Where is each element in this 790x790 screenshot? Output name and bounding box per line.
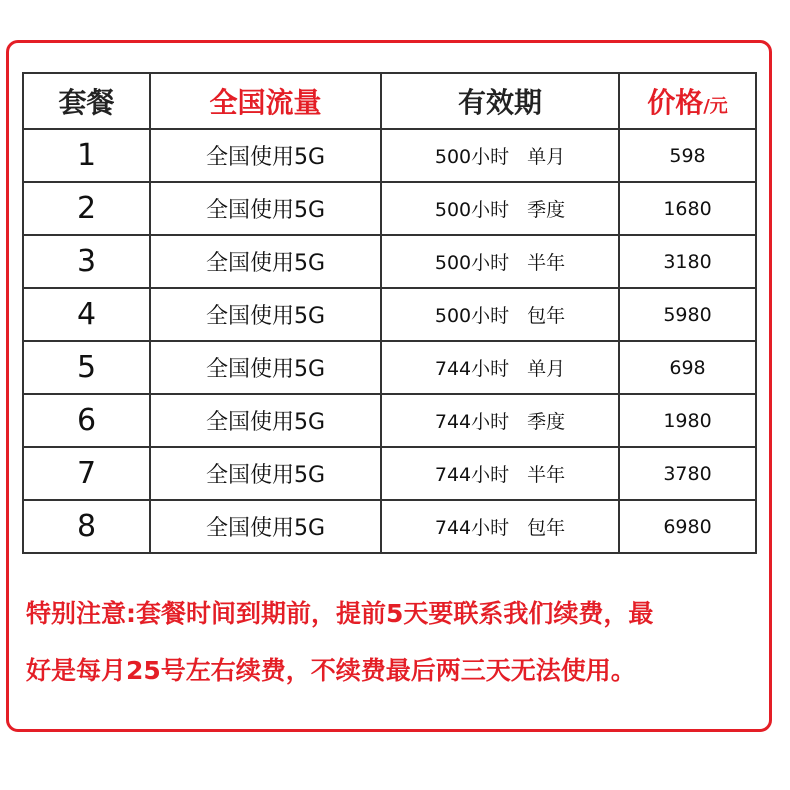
header-price-label: 价格: [647, 86, 704, 119]
validity-cell: [381, 500, 619, 553]
notice-line-2: 好是每月25号左右续费，不续费最后两三天无法使用。: [26, 656, 636, 685]
price-cell: 6980: [619, 500, 756, 553]
validity-hours: 500小时: [434, 199, 510, 221]
table-row: [23, 235, 756, 288]
flow-cell: 全国使用5G: [150, 288, 381, 341]
table-header-row: [23, 73, 756, 129]
header-flow: 全国流量: [150, 73, 381, 129]
plan-number: 6: [23, 394, 150, 447]
table-row: [23, 394, 756, 447]
price-cell: 5980: [619, 288, 756, 341]
table-row: [23, 182, 756, 235]
flow-cell: 全国使用5G: [150, 447, 381, 500]
validity-hours: 744小时: [434, 464, 510, 486]
flow-cell: 全国使用5G: [150, 500, 381, 553]
validity-period: 包年: [527, 305, 566, 327]
table-row: [23, 341, 756, 394]
validity-period: 单月: [527, 146, 566, 168]
validity-hours: 744小时: [434, 411, 510, 433]
price-cell: 1680: [619, 182, 756, 235]
validity-hours: 744小时: [434, 517, 510, 539]
validity-cell: [381, 182, 619, 235]
validity-cell: [381, 235, 619, 288]
price-cell: 3180: [619, 235, 756, 288]
validity-cell: [381, 288, 619, 341]
validity-cell: [381, 447, 619, 500]
table-row: [23, 500, 756, 553]
header-validity: 有效期: [381, 73, 619, 129]
header-plan: 套餐: [23, 73, 150, 129]
plan-number: 1: [23, 129, 150, 182]
validity-period: 季度: [527, 411, 566, 433]
validity-hours: 500小时: [434, 305, 510, 327]
plan-number: 3: [23, 235, 150, 288]
price-cell: 3780: [619, 447, 756, 500]
validity-cell: [381, 394, 619, 447]
validity-period: 季度: [527, 199, 566, 221]
plan-number: 8: [23, 500, 150, 553]
flow-cell: 全国使用5G: [150, 235, 381, 288]
validity-hours: 500小时: [434, 252, 510, 274]
plan-number: 5: [23, 341, 150, 394]
validity-period: 半年: [527, 464, 566, 486]
table-row: [23, 447, 756, 500]
plan-number: 2: [23, 182, 150, 235]
validity-period: 单月: [527, 358, 566, 380]
validity-cell: [381, 129, 619, 182]
validity-period: 半年: [527, 252, 566, 274]
validity-period: 包年: [527, 517, 566, 539]
validity-cell: [381, 341, 619, 394]
notice-line-1: 特别注意:套餐时间到期前，提前5天要联系我们续费，最: [26, 599, 654, 628]
flow-cell: 全国使用5G: [150, 341, 381, 394]
notice-text: [26, 585, 756, 699]
flow-cell: 全国使用5G: [150, 182, 381, 235]
validity-hours: 500小时: [434, 146, 510, 168]
plan-price-table: [22, 72, 757, 554]
price-cell: 598: [619, 129, 756, 182]
plan-number: 4: [23, 288, 150, 341]
flow-cell: 全国使用5G: [150, 129, 381, 182]
validity-hours: 744小时: [434, 358, 510, 380]
price-cell: 1980: [619, 394, 756, 447]
table-row: [23, 288, 756, 341]
header-price-unit: /元: [703, 96, 728, 117]
header-price: [619, 73, 756, 129]
table-row: [23, 129, 756, 182]
flow-cell: 全国使用5G: [150, 394, 381, 447]
plan-number: 7: [23, 447, 150, 500]
price-cell: 698: [619, 341, 756, 394]
